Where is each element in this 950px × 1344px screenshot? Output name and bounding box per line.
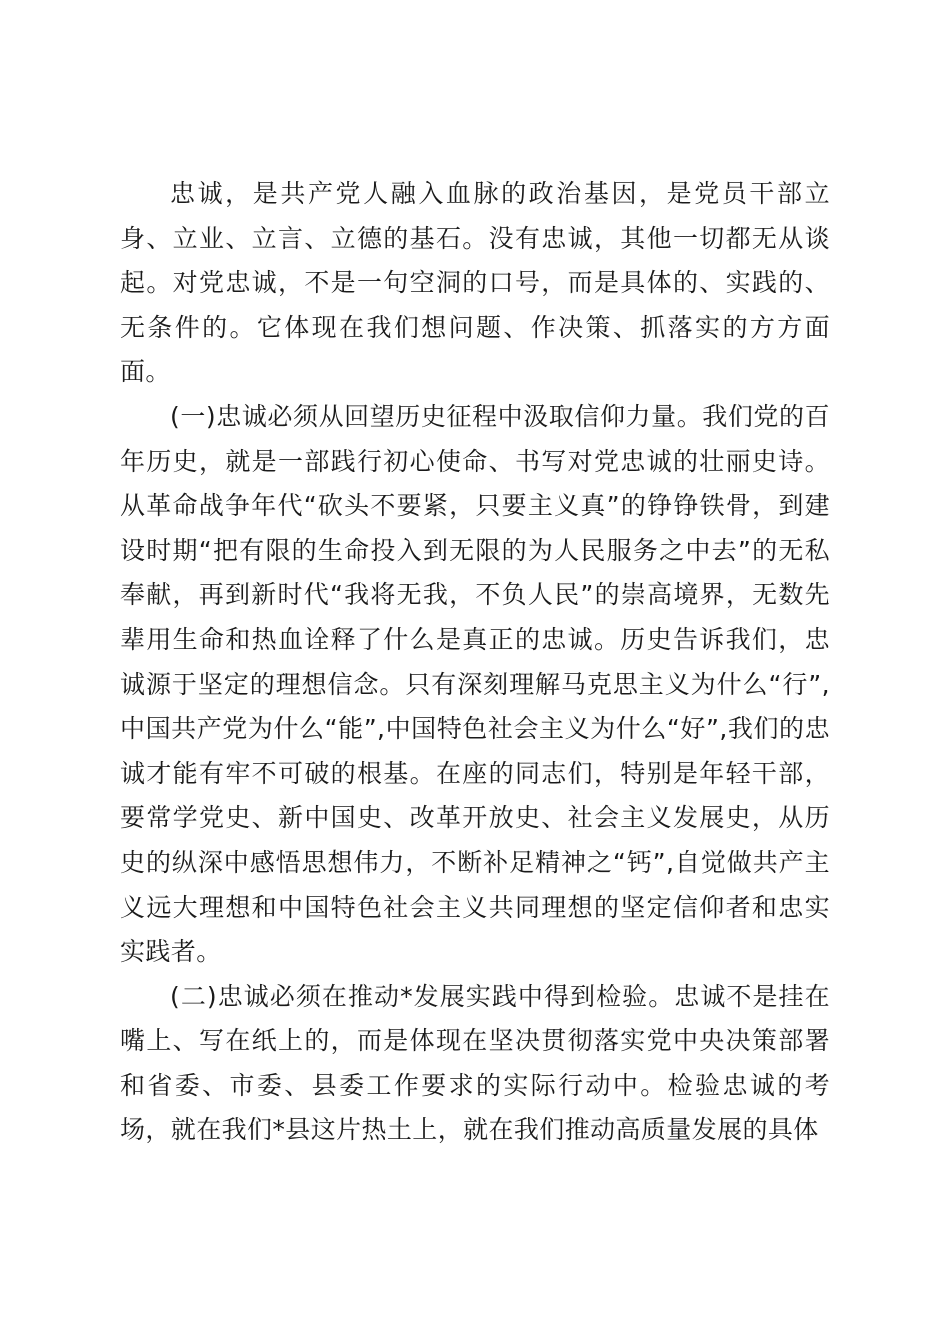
paragraph-section-two: (二)忠诚必须在推动*发展实践中得到检验。忠诚不是挂在嘴上、写在纸上的，而是体现在坚决贯彻落实党中央决策部署和省委、市委、县委工作要求的实际行动中。检验忠诚的考场，就在我们*县这片热土上，就在我们推动高质量发展的具体	[120, 981, 830, 1145]
paragraph-intro: 忠诚，是共产党人融入血脉的政治基因，是党员干部立身、立业、立言、立德的基石。没有忠诚，其他一切都无从谈起。对党忠诚，不是一句空洞的口号，而是具体的、实践的、无条件的。它体现在我们想问题、作决策、抓落实的方方面面。	[120, 179, 830, 387]
paragraph-section-one: (一)忠诚必须从回望历史征程中汲取信仰力量。我们党的百年历史，就是一部践行初心使命、书写对党忠诚的壮丽史诗。从革命战争年代“砍头不要紧，只要主义真”的铮铮铁骨，到建设时期“把有限的生命投入到无限的为人民服务之中去”的无私奉献，再到新时代“我将无我，不负人民”的崇高境界，无数先辈用生命和热血诠释了什么是真正的忠诚。历史告诉我们，忠诚源于坚定的理想信念。只有深刻理解马克思主义为什么“行”,中国共产党为什么“能”,中国特色社会主义为什么“好”,我们的忠诚才能有牢不可破的根基。在座的同志们，特别是年轻干部，要常学党史、新中国史、改革开放史、社会主义发展史，从历史的纵深中感悟思想伟力，不断补足精神之“钙”,自觉做共产主义远大理想和中国特色社会主义共同理想的坚定信仰者和忠实实践者。	[120, 401, 830, 967]
document-body	[120, 172, 830, 1153]
